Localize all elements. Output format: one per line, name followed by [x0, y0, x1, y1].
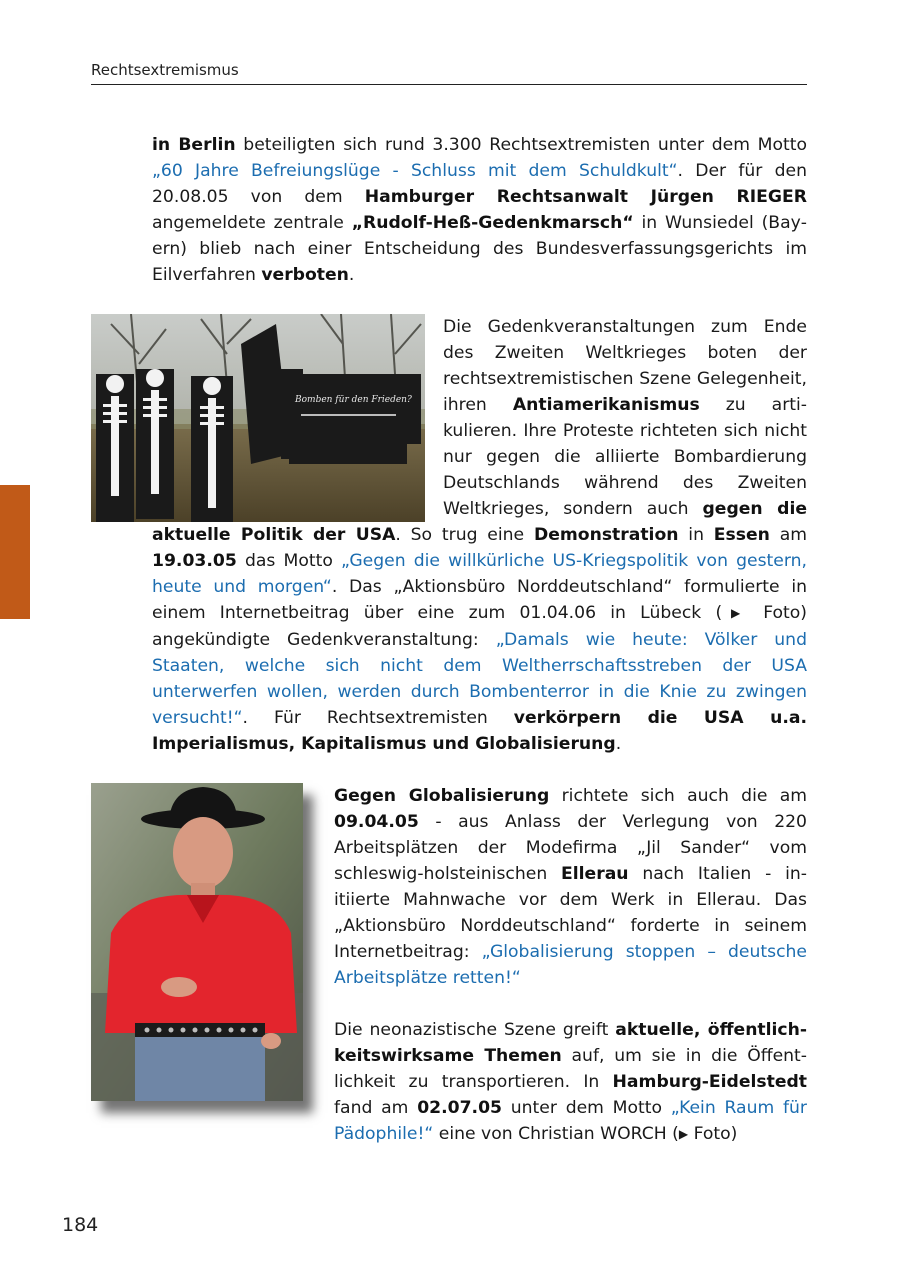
text-bold: verboten [261, 265, 349, 285]
text-bold: in Berlin [152, 135, 236, 155]
text: am [769, 525, 807, 545]
quote-motto: „Damals wie heute: Völker und Staaten, welche sich nicht dem Weltherrschaftsstreben der USA unterwerfen wollen, werden durch Bombenterror in die Knie zu zwingen versucht!“ [152, 630, 807, 728]
text: unter dem Motto [502, 1098, 671, 1118]
text: in Wunsiedel (Bayern) blieb nach einer Entscheidung des Bundesverfassungsgerichts im Eilverfahren [152, 213, 807, 285]
header-rule [91, 84, 807, 85]
banner-text: Bomben für den Frieden? [295, 395, 412, 405]
text-bold: Hamburg-Eidelstedt [612, 1072, 807, 1092]
text: . Für Rechtsextremisten [242, 708, 514, 728]
text-bold: Antiamerikanismus [512, 395, 700, 415]
demonstration-photo [91, 314, 425, 522]
text-bold: gegen die aktuelle Politik der USA [152, 499, 807, 545]
text-bold: verkörpern die USA u.a. Imperialismus, Kapitalismus und Globalisierung [152, 708, 807, 754]
text-bold: 19.03.05 [152, 551, 237, 571]
text-bold: Ellerau [561, 864, 629, 884]
text-bold: aktuelle, öffentlichkeitswirksame Themen [334, 1020, 807, 1066]
text: Foto) [688, 1124, 738, 1144]
text-bold: Gegen Globalisierung [334, 786, 550, 806]
text: . [348, 265, 355, 285]
arrow-right-icon: ▶ [678, 1127, 689, 1141]
portrait-photo [91, 783, 303, 1101]
text-bold: 02.07.05 [417, 1098, 503, 1118]
text: in [678, 525, 714, 545]
text-bold: Essen [713, 525, 770, 545]
paragraph-antiamerikanismus [152, 314, 807, 757]
paragraph-globalisierung [152, 783, 807, 991]
quote-motto: „60 Jahre Befreiungslüge - Schluss mit dem Schuldkult“ [152, 161, 678, 181]
text-bold: Demonstration [533, 525, 679, 545]
text: fand am [334, 1098, 418, 1118]
quote-motto: „Kein Raum für Pädophile!“ [334, 1098, 807, 1144]
text: eine von Christian WORCH ( [433, 1124, 679, 1144]
body-text [152, 132, 807, 1174]
text-bold: „Rudolf-Heß-Gedenkmarsch“ [351, 213, 634, 233]
quote-motto: „Globalisierung stoppen – deutsche Arbeitsplätze retten!“ [334, 942, 807, 988]
quote-motto: „Gegen die willkürliche US-Kriegspolitik von gestern, heute und morgen“ [152, 551, 807, 597]
text: Die Gedenkveranstaltungen zum Ende des Zweiten Weltkrieges boten der rechtsextremistischen Szene Gelegenheit, ihren [443, 317, 807, 415]
text: . [615, 734, 622, 754]
chapter-tab-marker [0, 485, 30, 619]
text: richtete sich auch die am [549, 786, 807, 806]
text: . Der für den 20.08.05 von dem [152, 161, 807, 207]
text: . Das „Aktionsbüro Norddeutschland“ formulierte in einem Internetbeitrag über eine zum 01.04.06 in Lübeck ( [152, 577, 807, 623]
text: angemeldete zentrale [152, 213, 352, 233]
text: . So trug eine [395, 525, 534, 545]
paragraph-berlin [152, 132, 807, 288]
text: das Motto [236, 551, 342, 571]
text: zu artikulieren. Ihre Proteste richteten sich nicht nur gegen die alliierte Bombardierung Deutschlands während des Zweiten Weltkrieges, sondern auch [443, 395, 807, 519]
text-bold: Hamburger Rechtsanwalt Jürgen RIEGER [364, 187, 807, 207]
text: Foto) angekündigte Gedenkveranstaltung: [152, 603, 808, 650]
text: beteiligten sich rund 3.300 Rechtsextremisten unter dem Motto [235, 135, 807, 155]
arrow-right-icon: ▶ [722, 606, 750, 620]
text: - aus Anlass der Verlegung von 220 Arbeitsplätzen der Modefirma „Jil Sander“ vom schleswig-holsteinischen [334, 812, 807, 884]
text: nach Italien - initiierte Mahnwache vor dem Werk in Ellerau. Das „Aktionsbüro Norddeutschland“ forderte in seinem Internetbeitrag: [334, 864, 807, 962]
page-number: 184 [62, 1214, 99, 1236]
text: Die neonazistische Szene greift [334, 1020, 616, 1040]
text-bold: 09.04.05 [334, 812, 419, 832]
running-header: Rechtsextremismus [91, 61, 239, 79]
text: auf, um sie in die Öffentlichkeit zu transportieren. In [334, 1046, 807, 1092]
